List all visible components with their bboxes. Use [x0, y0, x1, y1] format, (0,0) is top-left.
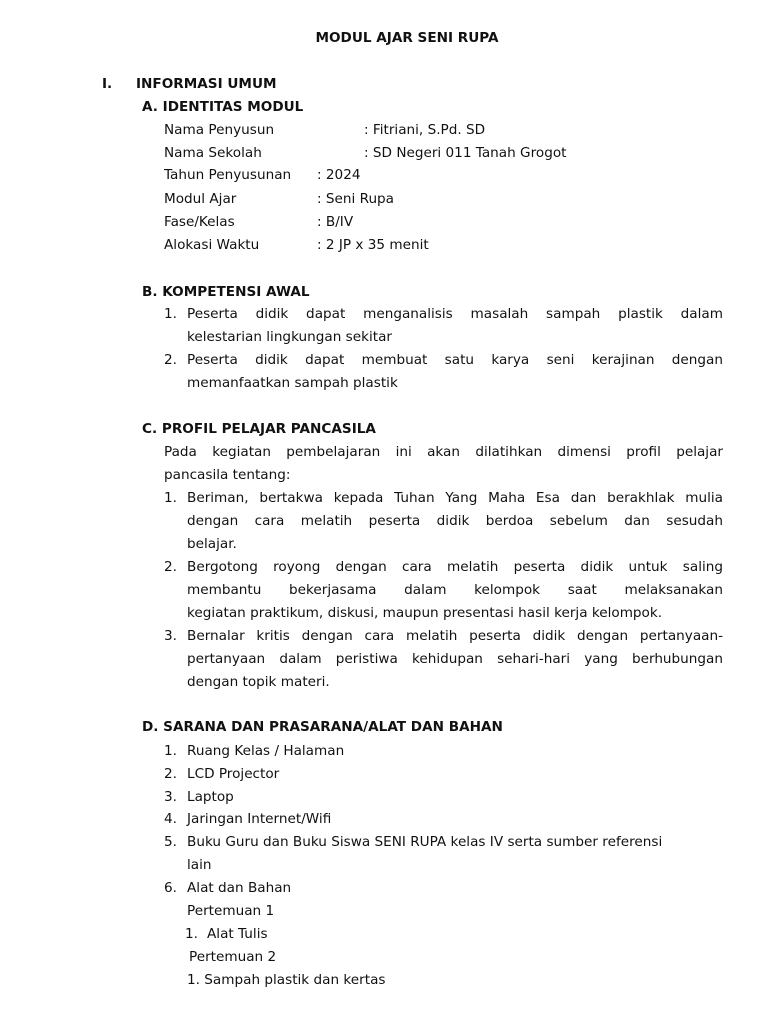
identity-label: Nama Penyusun — [164, 122, 275, 138]
identity-value: : SD Negeri 011 Tanah Grogot — [364, 145, 567, 161]
list-item-line: Peserta didik dapat membuat satu karya seni kerajinan dengan — [187, 352, 723, 368]
list-number: 2. — [164, 766, 177, 782]
list-item: LCD Projector — [187, 766, 280, 782]
list-number: 3. — [164, 789, 177, 805]
document-title: MODUL AJAR SENI RUPA — [315, 30, 499, 46]
list-number: 1. — [164, 490, 177, 506]
list-item-continuation: lain — [187, 857, 212, 873]
list-item: Alat dan Bahan — [187, 880, 292, 896]
identity-value: : 2024 — [317, 167, 361, 183]
list-item-line: Bernalar kritis dengan cara melatih peserta didik dengan pertanyaan- — [187, 628, 723, 644]
list-item-line: dengan cara melatih peserta didik berdoa sebelum dan sesudah — [187, 513, 723, 529]
identity-value: : Seni Rupa — [317, 191, 395, 207]
identity-label: Fase/Kelas — [164, 214, 235, 230]
profil-heading: C. PROFIL PELAJAR PANCASILA — [142, 421, 376, 437]
list-item-line: pertanyaan dalam peristiwa kehidupan sehari-hari yang berhubungan — [187, 651, 723, 667]
identity-label: Modul Ajar — [164, 191, 237, 207]
identity-label: Alokasi Waktu — [164, 237, 260, 253]
intro-line: Pada kegiatan pembelajaran ini akan dilatihkan dimensi profil pelajar — [164, 444, 723, 460]
list-item-line: memanfaatkan sampah plastik — [187, 375, 398, 391]
list-item: Alat Tulis — [207, 926, 268, 942]
list-item-line: Bergotong royong dengan cara melatih peserta didik untuk saling — [187, 559, 723, 575]
list-item-line: kelestarian lingkungan sekitar — [187, 329, 392, 345]
list-number: 2. — [164, 352, 177, 368]
list-item-line: dengan topik materi. — [187, 674, 330, 690]
list-item-line: belajar. — [187, 536, 237, 552]
list-item: Laptop — [187, 789, 234, 805]
list-number: 3. — [164, 628, 177, 644]
list-item-line: Peserta didik dapat menganalisis masalah sampah plastik dalam — [187, 306, 723, 322]
list-item-line: kegiatan praktikum, diskusi, maupun presentasi hasil kerja kelompok. — [187, 605, 663, 621]
section-number: I. — [102, 76, 113, 92]
identity-value: : 2 JP x 35 menit — [317, 237, 429, 253]
list-number: 5. — [164, 834, 177, 850]
list-item: Buku Guru dan Buku Siswa SENI RUPA kelas IV serta sumber referensi — [187, 834, 663, 850]
list-number: 6. — [164, 880, 177, 896]
list-item: 1. Sampah plastik dan kertas — [187, 972, 386, 988]
section-heading: INFORMASI UMUM — [136, 76, 277, 92]
kompetensi-heading: B. KOMPETENSI AWAL — [142, 284, 310, 300]
pertemuan-2-label: Pertemuan 2 — [189, 949, 277, 965]
list-item-line: membantu bekerjasama dalam kelompok saat melaksanakan — [187, 582, 723, 598]
list-number: 4. — [164, 811, 177, 827]
identity-value: : B/IV — [317, 214, 354, 230]
list-item-line: Beriman, bertakwa kepada Tuhan Yang Maha Esa dan berakhlak mulia — [187, 490, 723, 506]
list-item: Ruang Kelas / Halaman — [187, 743, 345, 759]
identity-value: : Fitriani, S.Pd. SD — [364, 122, 486, 138]
identity-label: Nama Sekolah — [164, 145, 262, 161]
identity-label: Tahun Penyusunan — [164, 167, 292, 183]
intro-line: pancasila tentang: — [164, 467, 291, 483]
sarana-heading: D. SARANA DAN PRASARANA/ALAT DAN BAHAN — [142, 719, 503, 735]
pertemuan-1-label: Pertemuan 1 — [187, 903, 275, 919]
identitas-heading: A. IDENTITAS MODUL — [142, 99, 304, 115]
list-item: Jaringan Internet/Wifi — [187, 811, 332, 827]
list-number: 2. — [164, 559, 177, 575]
list-number: 1. — [164, 743, 177, 759]
list-number: 1. — [164, 306, 177, 322]
list-number: 1. — [185, 926, 198, 942]
